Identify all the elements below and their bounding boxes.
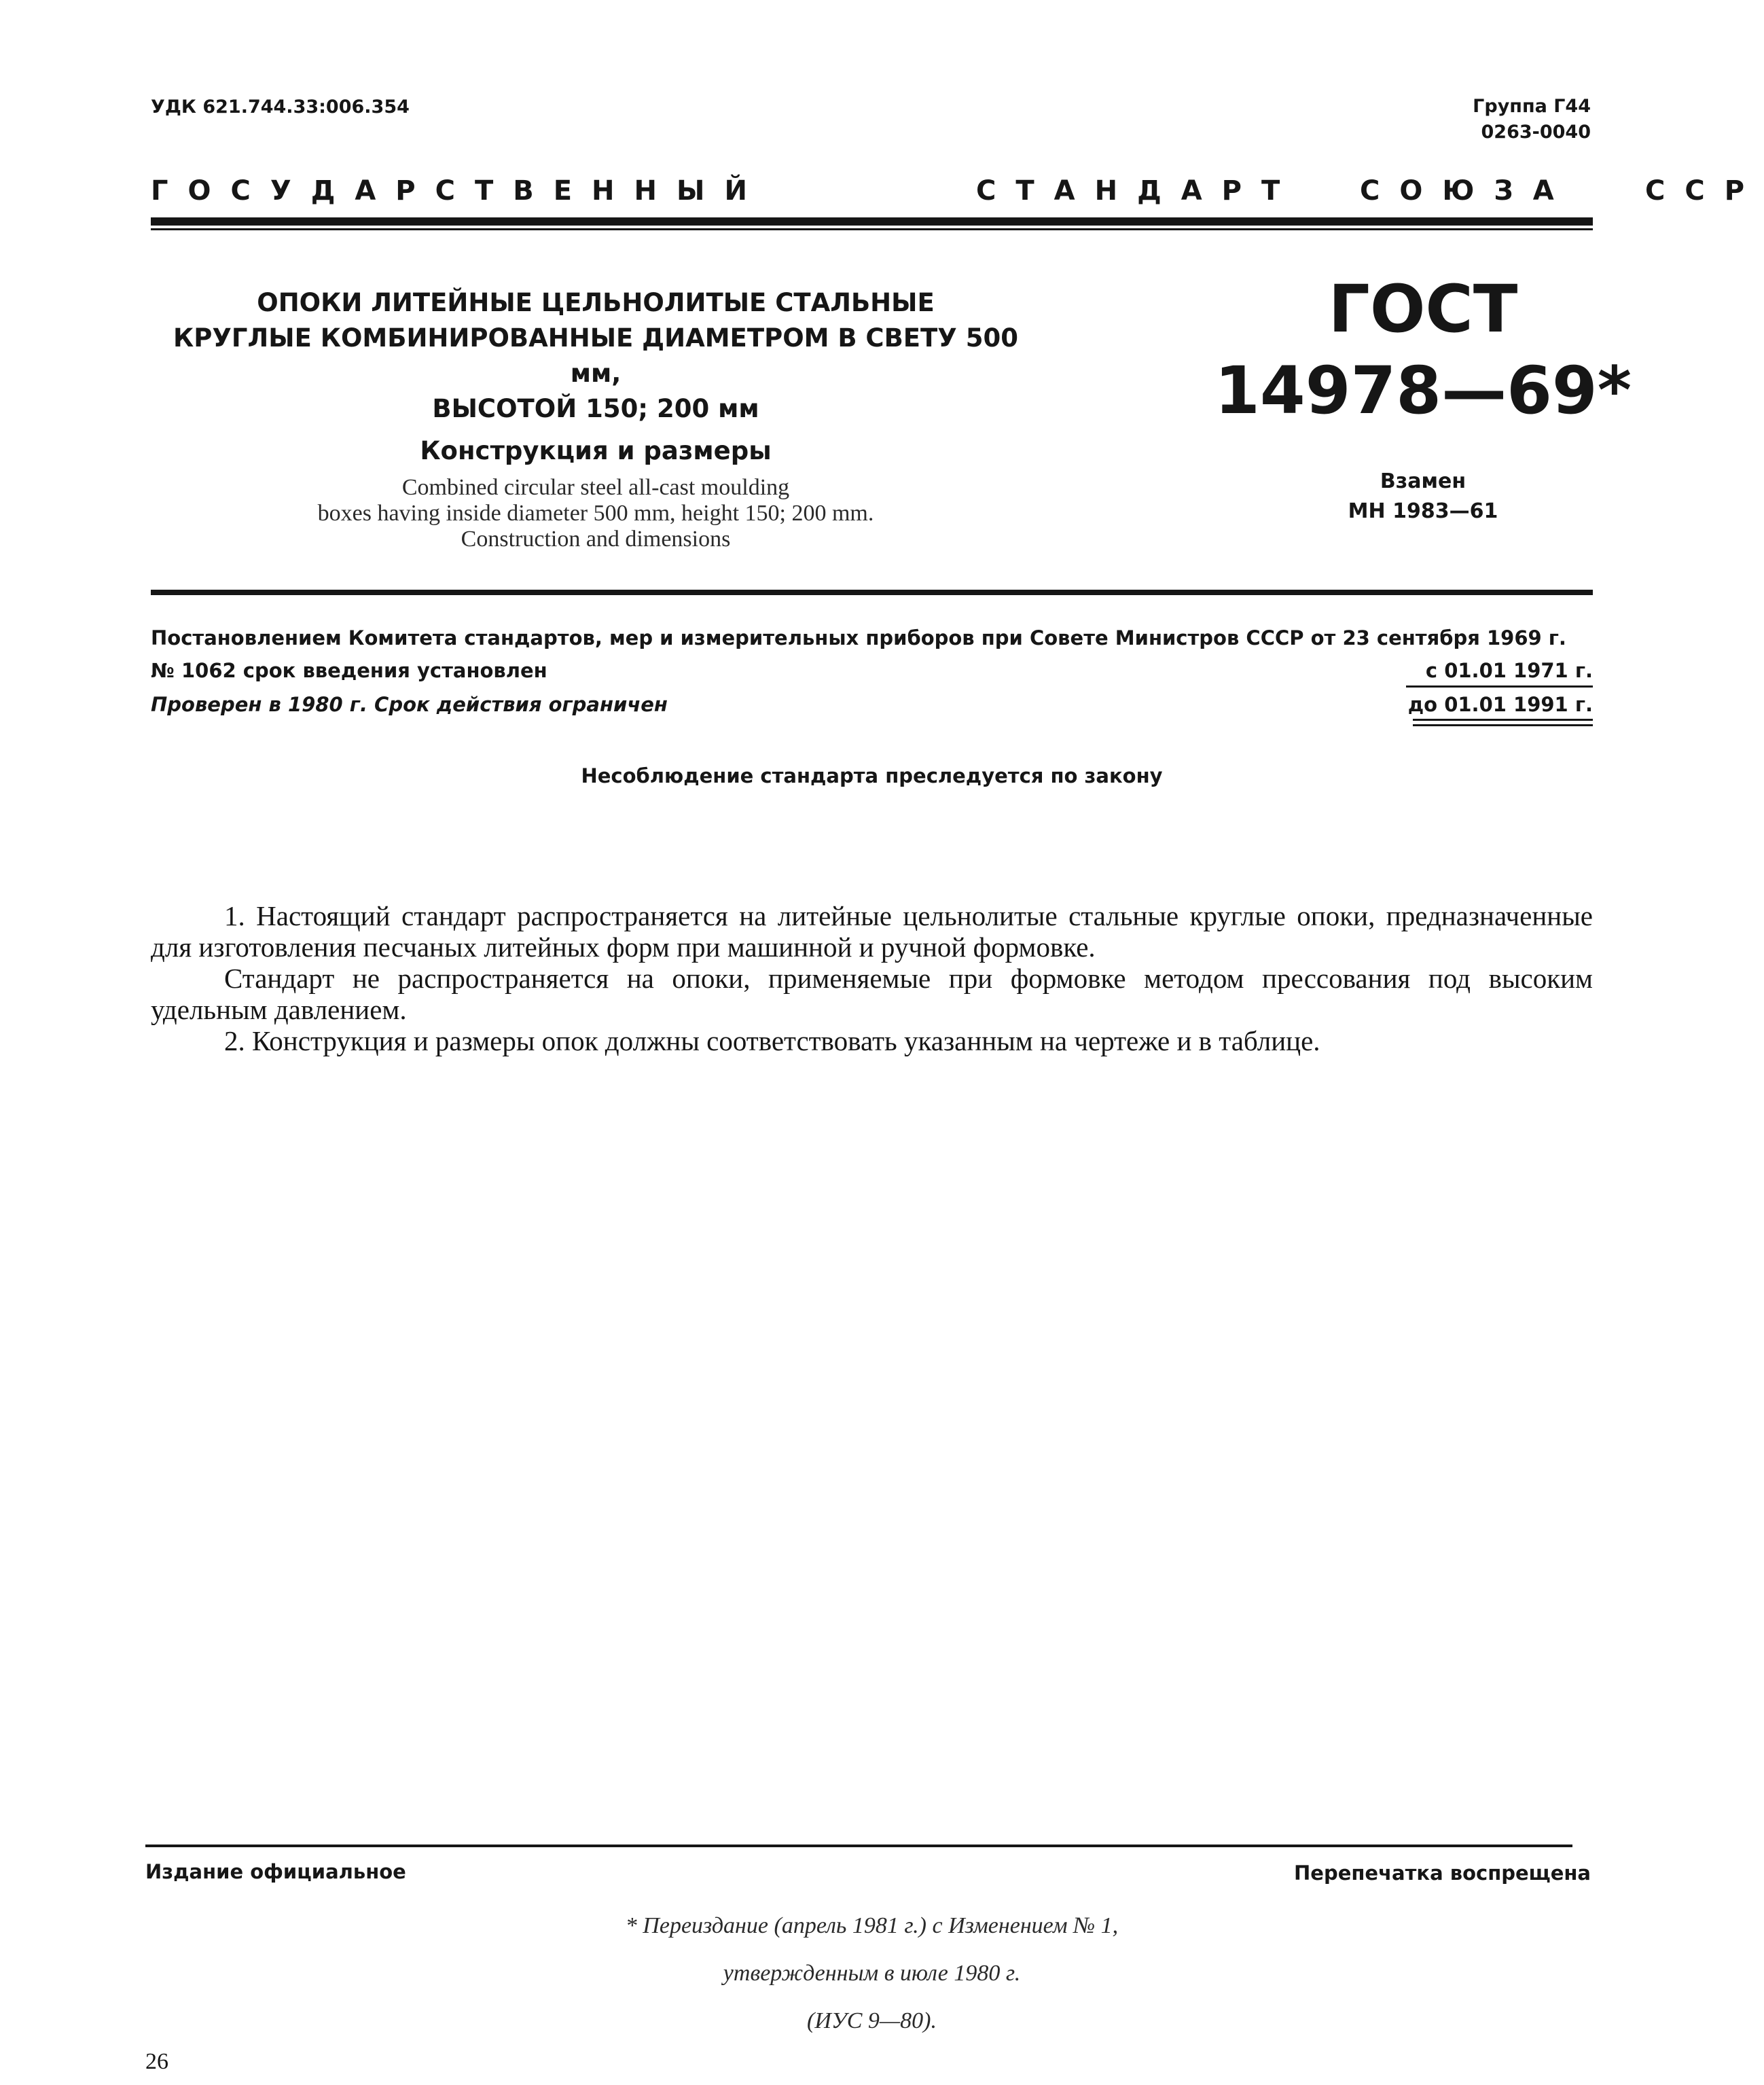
decree-line-2 <box>151 659 1593 682</box>
banner-word-2: СТАНДАРТ <box>976 175 1300 207</box>
title-block <box>151 285 1041 552</box>
effective-date: с 01.01 1971 г. <box>1425 659 1593 682</box>
replaces-value: МН 1983—61 <box>1348 499 1498 523</box>
title-line-3: ВЫСОТОЙ 150; 200 мм <box>432 394 759 423</box>
banner-word-1: ГОСУДАРСТВЕННЫЙ <box>151 175 767 207</box>
page-number: 26 <box>145 2049 168 2074</box>
paragraph-1: 1. Настоящий стандарт распространяется на литейные цельнолитые стальные круглые опоки, предназначенные для изготовления песчаных литейных форм при машинной и ручной формовке. <box>151 900 1593 963</box>
footer-rule <box>145 1845 1572 1847</box>
title-line-1: ОПОКИ ЛИТЕЙНЫЕ ЦЕЛЬНОЛИТЫЕ СТАЛЬНЫЕ <box>257 288 935 317</box>
decree-line-3 <box>151 693 1593 716</box>
edition-label: Издание официальное <box>145 1860 406 1883</box>
gost-label: ГОСТ <box>1328 271 1518 347</box>
udc-code: УДК 621.744.33:006.354 <box>151 96 410 118</box>
gost-designation <box>1209 268 1637 527</box>
expiry-date-underline <box>1413 719 1593 721</box>
group-code <box>1473 94 1591 145</box>
section-rule <box>151 590 1593 595</box>
body-text <box>151 900 1593 1056</box>
expiry-date-underline-2 <box>1413 724 1593 726</box>
replaces-block <box>1209 467 1637 527</box>
state-standard-banner <box>151 175 1764 209</box>
decree-number: № 1062 срок введения установлен <box>151 659 547 682</box>
decree-line-1: Постановлением Комитета стандартов, мер и измерительных приборов при Совете Министров СССР от 23 сентября 1969 г. <box>151 626 1566 649</box>
banner-word-4: ССР <box>1645 175 1764 207</box>
expiry-date: до 01.01 1991 г. <box>1407 693 1593 716</box>
banner-word-3: СОЮЗА <box>1360 175 1574 207</box>
banner-rule-thin <box>151 228 1593 230</box>
title-english-line-3: Construction and dimensions <box>461 527 731 552</box>
reprint-notice: Перепечатка воспрещена <box>1294 1861 1591 1885</box>
reissue-footnote <box>151 1902 1593 2045</box>
footnote-line-3: (ИУС 9—80). <box>807 2008 937 2033</box>
legal-notice: Несоблюдение стандарта преследуется по закону <box>581 764 1163 787</box>
footnote-line-2: утвержденным в июле 1980 г. <box>723 1961 1021 1986</box>
title-english-line-1: Combined circular steel all-cast moulding <box>401 475 790 500</box>
gost-number: 14978—69* <box>1214 353 1632 429</box>
group-label: Группа Г44 <box>1473 96 1591 117</box>
title-line-2: КРУГЛЫЕ КОМБИНИРОВАННЫЕ ДИАМЕТРОМ В СВЕТУ 500 мм, <box>173 323 1018 388</box>
effective-date-underline <box>1406 685 1593 688</box>
paragraph-3: 2. Конструкция и размеры опок должны соответствовать указанным на чертеже и в таблице. <box>224 1025 1320 1056</box>
title-english-line-2: boxes having inside diameter 500 mm, height 150; 200 mm. <box>317 501 874 526</box>
title-subtitle: Конструкция и размеры <box>420 436 772 465</box>
classifier-code: 0263-0040 <box>1481 122 1591 143</box>
paragraph-2: Стандарт не распространяется на опоки, применяемые при формовке методом прессования под высоким удельным давлением. <box>151 963 1593 1025</box>
banner-rule <box>151 217 1593 226</box>
replaces-label: Взамен <box>1380 469 1466 493</box>
footnote-line-1: * Переиздание (апрель 1981 г.) с Изменением № 1, <box>625 1913 1119 1938</box>
review-note: Проверен в 1980 г. Срок действия ограничен <box>151 693 668 716</box>
title-english <box>151 475 1041 552</box>
